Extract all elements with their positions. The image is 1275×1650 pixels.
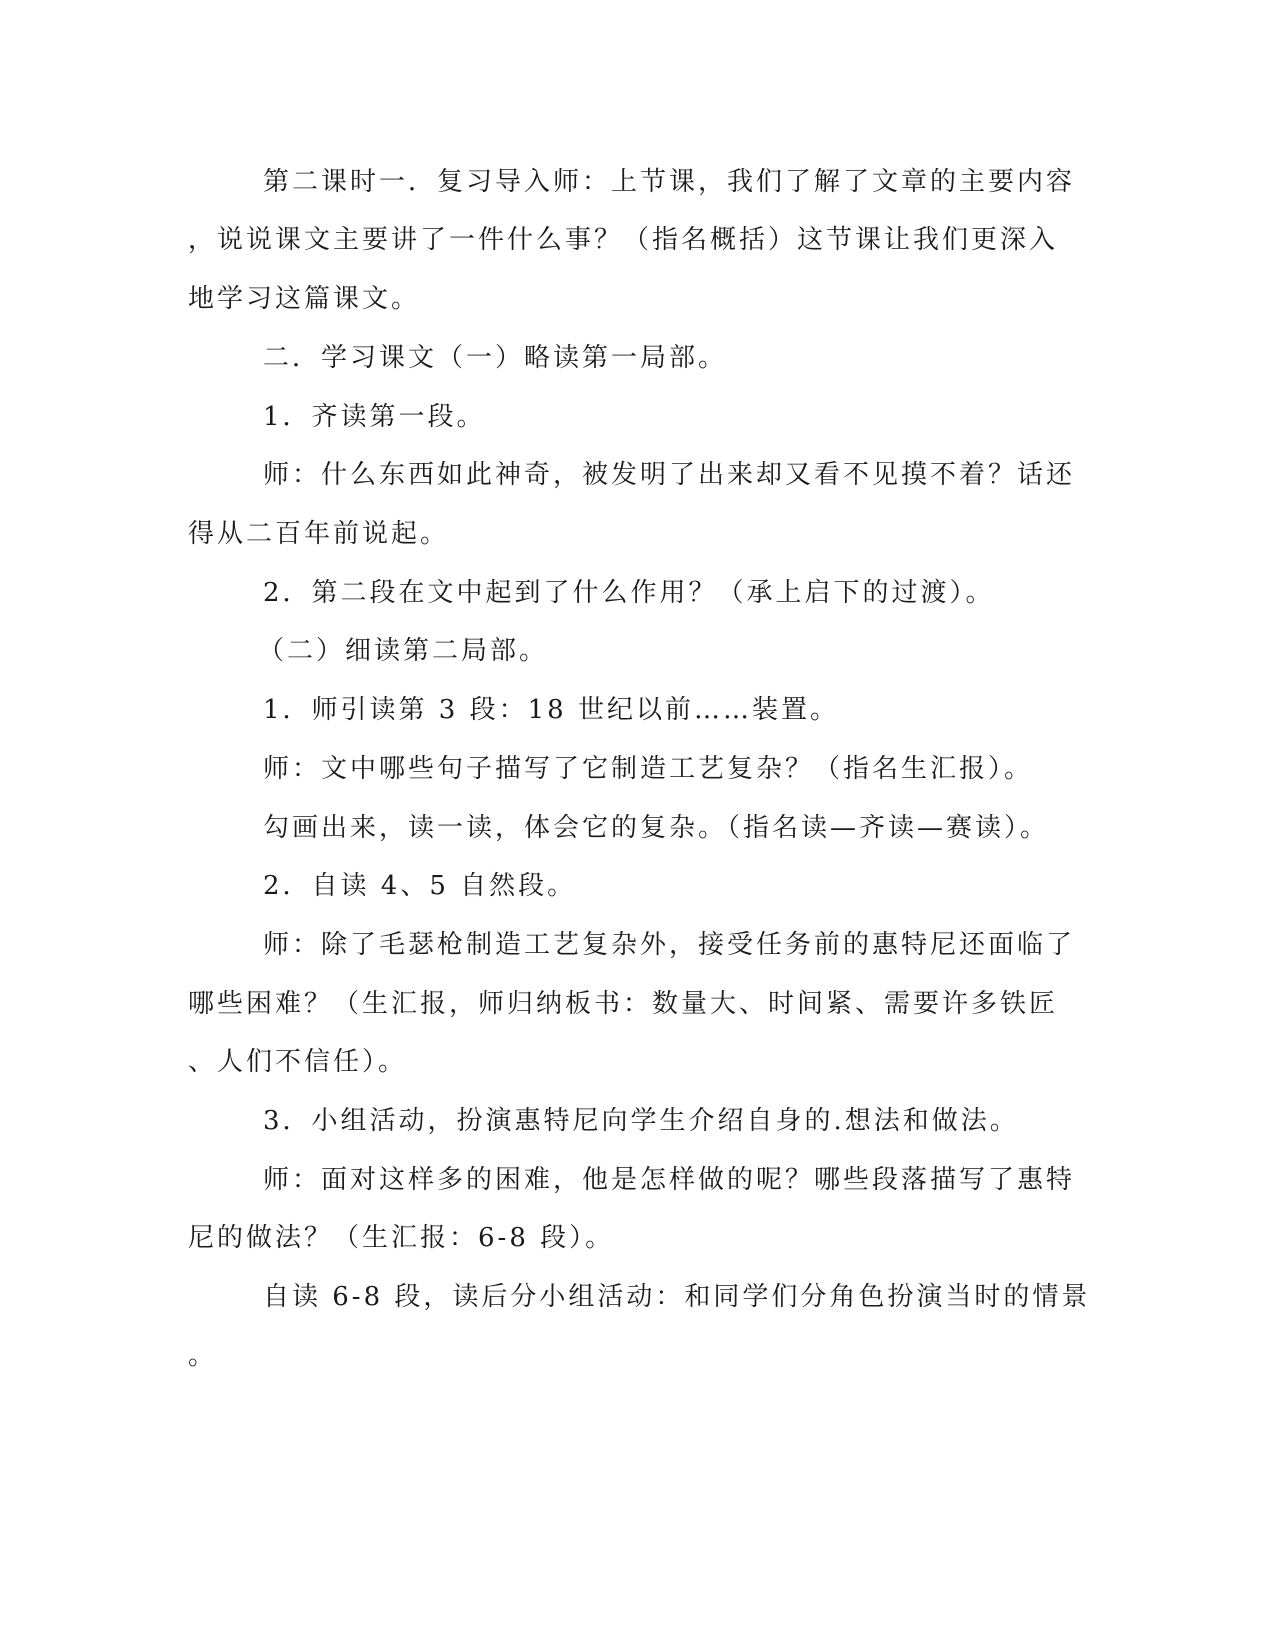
text-line-10: 1．师引读第 3 段：18 世纪以前……装置。 (263, 695, 839, 725)
text-line-19: 尼的做法？（生汇报：6-8 段）。 (188, 1223, 615, 1253)
text-line-7: 得从二百年前说起。 (188, 519, 450, 549)
text-line-4: 二．学习课文（一）略读第一局部。 (263, 343, 728, 373)
text-line-21: 。 (188, 1341, 218, 1371)
text-line-1: 第二课时一．复习导入师：上节课，我们了解了文章的主要内容 (263, 167, 1076, 197)
text-line-5: 1．齐读第一段。 (263, 402, 486, 432)
text-line-12: 勾画出来，读一读，体会它的复杂。（指名读—齐读—赛读）。 (263, 813, 1050, 843)
text-line-15: 哪些困难？（生汇报，师归纳板书：数量大、时间紧、需要许多铁匠 (188, 989, 1059, 1019)
text-line-17: 3．小组活动，扮演惠特尼向学生介绍自身的.想法和做法。 (263, 1106, 1019, 1136)
text-line-2: ，说说课文主要讲了一件什么事？（指名概括）这节课让我们更深入 (188, 225, 1059, 255)
text-line-16: 、人们不信任）。 (188, 1047, 408, 1077)
text-line-8: 2．第二段在文中起到了什么作用？（承上启下的过渡）。 (263, 578, 995, 608)
text-line-6: 师：什么东西如此神奇，被发明了出来却又看不见摸不着？话还 (263, 460, 1076, 490)
text-line-11: 师：文中哪些句子描写了它制造工艺复杂？（指名生汇报）。 (263, 754, 1034, 784)
text-line-3: 地学习这篇课文。 (188, 284, 421, 314)
text-line-13: 2．自读 4、5 自然段。 (263, 871, 577, 901)
text-line-20: 自读 6-8 段，读后分小组活动：和同学们分角色扮演当时的情景 (263, 1282, 1091, 1312)
text-line-18: 师：面对这样多的困难，他是怎样做的呢？哪些段落描写了惠特 (263, 1165, 1076, 1195)
text-line-9: （二）细读第二局部。 (258, 636, 549, 666)
text-line-14: 师：除了毛瑟枪制造工艺复杂外，接受任务前的惠特尼还面临了 (263, 930, 1076, 960)
